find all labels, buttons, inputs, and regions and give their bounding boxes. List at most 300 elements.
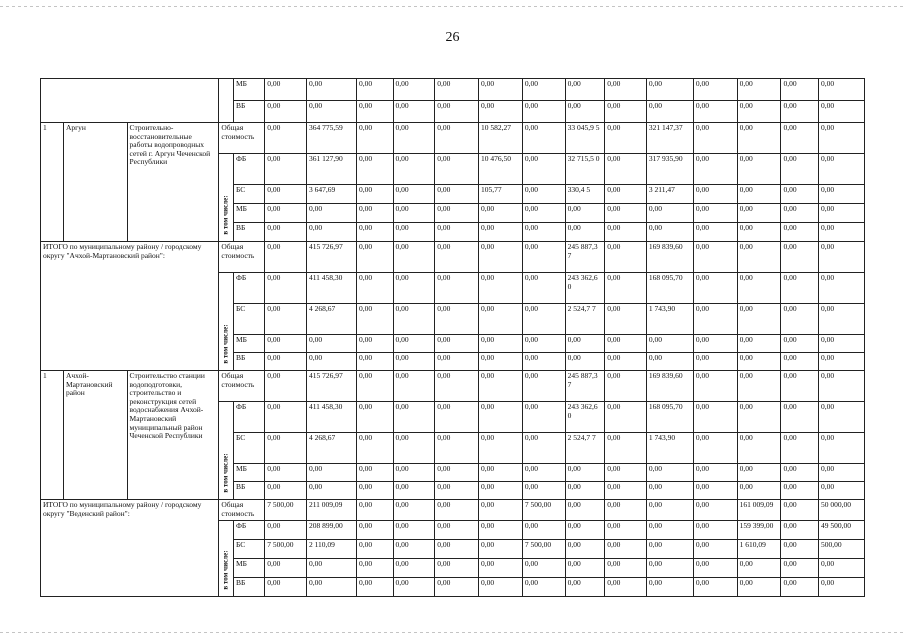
- value-cell: 0,00: [737, 79, 781, 101]
- value-cell: 0,00: [479, 500, 523, 521]
- value-cell: 0,00: [393, 559, 435, 578]
- value-cell: 0,00: [306, 335, 356, 353]
- fund-code: ФБ: [233, 154, 264, 185]
- table-row: [41, 79, 865, 101]
- fund-code: ВБ: [233, 223, 264, 242]
- value-cell: 0,00: [435, 433, 479, 464]
- value-cell: 211 009,09: [306, 500, 356, 521]
- value-cell: 0,00: [265, 402, 307, 433]
- value-cell: 0,00: [693, 154, 737, 185]
- value-cell: 0,00: [781, 521, 819, 540]
- fund-code: ФБ: [233, 273, 264, 304]
- fund-code: МБ: [233, 79, 264, 101]
- value-cell: 0,00: [265, 185, 307, 204]
- value-cell: 0,00: [479, 371, 523, 402]
- value-cell: 0,00: [265, 223, 307, 242]
- value-cell: 0,00: [818, 335, 864, 353]
- value-cell: 0,00: [737, 154, 781, 185]
- value-cell: 0,00: [605, 578, 647, 597]
- value-cell: 0,00: [818, 559, 864, 578]
- value-cell: 0,00: [435, 242, 479, 273]
- value-cell: 0,00: [781, 464, 819, 482]
- value-cell: 0,00: [605, 223, 647, 242]
- value-cell: 0,00: [479, 402, 523, 433]
- subtotal-label: ИТОГО по муниципальному району / городскому округу "Ачхой-Мартановский район":: [41, 242, 219, 371]
- value-cell: 0,00: [393, 482, 435, 500]
- fund-code: БС: [233, 540, 264, 559]
- value-cell: 0,00: [818, 433, 864, 464]
- subtotal-row: [41, 242, 865, 273]
- value-cell: 0,00: [357, 223, 394, 242]
- value-cell: 0,00: [605, 204, 647, 223]
- value-cell: 0,00: [565, 559, 605, 578]
- value-cell: 0,00: [737, 242, 781, 273]
- value-cell: 1 610,09: [737, 540, 781, 559]
- value-cell: 0,00: [781, 101, 819, 123]
- value-cell: 0,00: [693, 353, 737, 371]
- value-cell: 0,00: [565, 223, 605, 242]
- fund-code: ФБ: [233, 521, 264, 540]
- value-cell: 0,00: [435, 402, 479, 433]
- value-cell: 0,00: [265, 433, 307, 464]
- value-cell: 0,00: [393, 273, 435, 304]
- value-cell: 0,00: [781, 353, 819, 371]
- value-cell: 0,00: [646, 559, 693, 578]
- value-cell: 0,00: [357, 371, 394, 402]
- value-cell: 0,00: [357, 482, 394, 500]
- value-cell: 168 095,70: [646, 402, 693, 433]
- value-cell: 0,00: [693, 433, 737, 464]
- value-cell: 0,00: [605, 353, 647, 371]
- value-cell: 0,00: [435, 371, 479, 402]
- value-cell: 0,00: [522, 464, 565, 482]
- vertical-blank: [219, 79, 234, 123]
- fund-code: ФБ: [233, 402, 264, 433]
- value-cell: 0,00: [646, 464, 693, 482]
- value-cell: 0,00: [393, 464, 435, 482]
- value-cell: 0,00: [818, 273, 864, 304]
- value-cell: 0,00: [479, 223, 523, 242]
- value-cell: 0,00: [646, 521, 693, 540]
- value-cell: 0,00: [265, 464, 307, 482]
- value-cell: 0,00: [565, 204, 605, 223]
- total-cost-label: Общая стоимость: [219, 123, 265, 154]
- value-cell: 0,00: [781, 371, 819, 402]
- value-cell: 0,00: [357, 154, 394, 185]
- value-cell: 0,00: [522, 79, 565, 101]
- value-cell: 0,00: [605, 540, 647, 559]
- value-cell: 0,00: [522, 123, 565, 154]
- value-cell: 0,00: [435, 540, 479, 559]
- fund-code: МБ: [233, 335, 264, 353]
- value-cell: 0,00: [737, 353, 781, 371]
- value-cell: 0,00: [357, 353, 394, 371]
- value-cell: 0,00: [479, 204, 523, 223]
- value-cell: 0,00: [435, 185, 479, 204]
- value-cell: 0,00: [522, 371, 565, 402]
- value-cell: 0,00: [693, 578, 737, 597]
- value-cell: 0,00: [479, 464, 523, 482]
- value-cell: 0,00: [781, 578, 819, 597]
- value-cell: 0,00: [818, 482, 864, 500]
- value-cell: 105,77: [479, 185, 523, 204]
- value-cell: 0,00: [357, 101, 394, 123]
- value-cell: 0,00: [646, 482, 693, 500]
- value-cell: 0,00: [265, 353, 307, 371]
- value-cell: 411 458,30: [306, 402, 356, 433]
- value-cell: 0,00: [522, 521, 565, 540]
- budget-table: [40, 78, 865, 597]
- value-cell: 0,00: [605, 185, 647, 204]
- value-cell: 0,00: [565, 521, 605, 540]
- value-cell: 0,00: [393, 433, 435, 464]
- value-cell: 0,00: [646, 204, 693, 223]
- value-cell: 0,00: [393, 402, 435, 433]
- value-cell: 364 775,59: [306, 123, 356, 154]
- value-cell: 0,00: [479, 335, 523, 353]
- fund-code: ВБ: [233, 482, 264, 500]
- value-cell: 361 127,90: [306, 154, 356, 185]
- total-cost-label: Общая стоимость: [219, 500, 265, 521]
- value-cell: 0,00: [781, 304, 819, 335]
- value-cell: 0,00: [818, 223, 864, 242]
- value-cell: 0,00: [357, 79, 394, 101]
- value-cell: 0,00: [693, 204, 737, 223]
- scan-artifact-bottom: [0, 632, 905, 633]
- value-cell: 2 110,09: [306, 540, 356, 559]
- value-cell: 0,00: [265, 371, 307, 402]
- value-cell: 0,00: [522, 304, 565, 335]
- value-cell: 243 362,6 0: [565, 273, 605, 304]
- value-cell: 0,00: [393, 500, 435, 521]
- value-cell: 0,00: [737, 402, 781, 433]
- value-cell: 0,00: [306, 101, 356, 123]
- value-cell: 0,00: [605, 242, 647, 273]
- value-cell: 317 935,90: [646, 154, 693, 185]
- item-number: 1: [41, 123, 64, 242]
- value-cell: 0,00: [522, 578, 565, 597]
- value-cell: 0,00: [435, 500, 479, 521]
- value-cell: 0,00: [605, 500, 647, 521]
- value-cell: 0,00: [565, 464, 605, 482]
- value-cell: 0,00: [479, 79, 523, 101]
- value-cell: 0,00: [818, 304, 864, 335]
- value-cell: 0,00: [393, 371, 435, 402]
- value-cell: 0,00: [479, 101, 523, 123]
- value-cell: 0,00: [479, 578, 523, 597]
- value-cell: 0,00: [522, 482, 565, 500]
- value-cell: 243 362,6 0: [565, 402, 605, 433]
- total-cost-label: Общая стоимость: [219, 371, 265, 402]
- value-cell: 0,00: [435, 154, 479, 185]
- fund-code: ВБ: [233, 578, 264, 597]
- fund-code: БС: [233, 304, 264, 335]
- value-cell: 0,00: [781, 540, 819, 559]
- value-cell: 0,00: [479, 540, 523, 559]
- value-cell: 0,00: [565, 578, 605, 597]
- value-cell: 0,00: [435, 335, 479, 353]
- value-cell: 0,00: [565, 540, 605, 559]
- value-cell: 0,00: [522, 242, 565, 273]
- value-cell: 0,00: [435, 578, 479, 597]
- value-cell: 0,00: [357, 402, 394, 433]
- value-cell: 0,00: [781, 335, 819, 353]
- value-cell: 0,00: [357, 500, 394, 521]
- value-cell: 0,00: [818, 578, 864, 597]
- in-that-number-label: [219, 154, 234, 242]
- value-cell: 7 500,00: [522, 500, 565, 521]
- value-cell: 0,00: [265, 304, 307, 335]
- value-cell: 3 647,69: [306, 185, 356, 204]
- value-cell: 0,00: [357, 185, 394, 204]
- value-cell: 0,00: [818, 204, 864, 223]
- value-cell: 0,00: [357, 433, 394, 464]
- value-cell: 50 000,00: [818, 500, 864, 521]
- value-cell: 0,00: [357, 578, 394, 597]
- value-cell: 168 095,70: [646, 273, 693, 304]
- value-cell: 0,00: [357, 304, 394, 335]
- value-cell: 0,00: [781, 223, 819, 242]
- value-cell: 0,00: [522, 402, 565, 433]
- value-cell: 0,00: [357, 559, 394, 578]
- value-cell: 0,00: [265, 559, 307, 578]
- value-cell: 0,00: [781, 500, 819, 521]
- in-that-number-label: [219, 273, 234, 371]
- in-that-number-label: [219, 402, 234, 500]
- value-cell: 0,00: [737, 482, 781, 500]
- value-cell: 0,00: [565, 353, 605, 371]
- value-cell: 0,00: [357, 123, 394, 154]
- value-cell: 0,00: [479, 353, 523, 371]
- value-cell: 0,00: [265, 79, 307, 101]
- value-cell: 0,00: [781, 433, 819, 464]
- value-cell: 0,00: [522, 185, 565, 204]
- value-cell: 0,00: [522, 101, 565, 123]
- value-cell: 0,00: [306, 482, 356, 500]
- value-cell: 0,00: [435, 559, 479, 578]
- vertical-label-text: в том числе:: [221, 195, 230, 235]
- value-cell: 0,00: [357, 242, 394, 273]
- value-cell: 0,00: [693, 500, 737, 521]
- value-cell: 0,00: [565, 335, 605, 353]
- value-cell: 161 009,09: [737, 500, 781, 521]
- value-cell: 0,00: [435, 204, 479, 223]
- vertical-label-text: в том числе:: [221, 550, 230, 590]
- value-cell: 0,00: [781, 123, 819, 154]
- value-cell: 0,00: [605, 304, 647, 335]
- value-cell: 0,00: [306, 79, 356, 101]
- value-cell: 0,00: [393, 204, 435, 223]
- value-cell: 208 899,00: [306, 521, 356, 540]
- value-cell: 0,00: [393, 101, 435, 123]
- value-cell: 0,00: [693, 185, 737, 204]
- value-cell: 0,00: [737, 123, 781, 154]
- value-cell: 0,00: [435, 464, 479, 482]
- value-cell: 32 715,5 0: [565, 154, 605, 185]
- value-cell: 0,00: [693, 223, 737, 242]
- value-cell: 0,00: [818, 185, 864, 204]
- value-cell: 0,00: [605, 123, 647, 154]
- value-cell: 0,00: [393, 353, 435, 371]
- value-cell: 0,00: [265, 204, 307, 223]
- value-cell: 0,00: [737, 371, 781, 402]
- value-cell: 0,00: [306, 559, 356, 578]
- value-cell: 0,00: [435, 273, 479, 304]
- value-cell: 0,00: [818, 154, 864, 185]
- value-cell: 0,00: [479, 242, 523, 273]
- value-cell: 0,00: [479, 482, 523, 500]
- vertical-label-text: в том числе:: [221, 324, 230, 364]
- item-number: 1: [41, 371, 64, 500]
- fund-code: МБ: [233, 204, 264, 223]
- value-cell: 0,00: [737, 559, 781, 578]
- value-cell: 0,00: [393, 223, 435, 242]
- value-cell: 10 476,50: [479, 154, 523, 185]
- value-cell: 4 268,67: [306, 433, 356, 464]
- value-cell: 245 887,3 7: [565, 242, 605, 273]
- value-cell: 0,00: [522, 154, 565, 185]
- value-cell: 0,00: [693, 464, 737, 482]
- value-cell: 0,00: [393, 304, 435, 335]
- municipality-name: Ачхой-Мартановский район: [63, 371, 127, 500]
- value-cell: 0,00: [693, 482, 737, 500]
- value-cell: 33 045,9 5: [565, 123, 605, 154]
- value-cell: 0,00: [605, 154, 647, 185]
- value-cell: 500,00: [818, 540, 864, 559]
- value-cell: 0,00: [693, 123, 737, 154]
- value-cell: 0,00: [393, 578, 435, 597]
- value-cell: 0,00: [393, 185, 435, 204]
- value-cell: 0,00: [605, 559, 647, 578]
- value-cell: 0,00: [522, 335, 565, 353]
- page-number: 26: [445, 30, 460, 45]
- value-cell: 0,00: [781, 482, 819, 500]
- value-cell: 0,00: [393, 335, 435, 353]
- value-cell: 0,00: [479, 304, 523, 335]
- value-cell: 0,00: [818, 123, 864, 154]
- value-cell: 0,00: [646, 578, 693, 597]
- value-cell: 0,00: [435, 123, 479, 154]
- value-cell: 0,00: [565, 482, 605, 500]
- vertical-label-text: в том числе:: [221, 453, 230, 493]
- value-cell: 0,00: [693, 304, 737, 335]
- value-cell: 169 839,60: [646, 242, 693, 273]
- value-cell: 0,00: [781, 154, 819, 185]
- value-cell: 0,00: [646, 79, 693, 101]
- value-cell: 0,00: [818, 353, 864, 371]
- value-cell: 0,00: [737, 304, 781, 335]
- subtotal-row: [41, 500, 865, 521]
- value-cell: 0,00: [522, 223, 565, 242]
- value-cell: 0,00: [435, 101, 479, 123]
- value-cell: 0,00: [265, 482, 307, 500]
- value-cell: 0,00: [435, 521, 479, 540]
- value-cell: 0,00: [737, 185, 781, 204]
- value-cell: 0,00: [265, 578, 307, 597]
- value-cell: 0,00: [357, 273, 394, 304]
- value-cell: 0,00: [265, 273, 307, 304]
- value-cell: 0,00: [737, 101, 781, 123]
- value-cell: 0,00: [605, 521, 647, 540]
- value-cell: 0,00: [693, 559, 737, 578]
- value-cell: 0,00: [737, 433, 781, 464]
- value-cell: 0,00: [818, 242, 864, 273]
- value-cell: 0,00: [393, 521, 435, 540]
- value-cell: 0,00: [818, 464, 864, 482]
- value-cell: 0,00: [781, 402, 819, 433]
- value-cell: 0,00: [306, 204, 356, 223]
- total-cost-label: Общая стоимость: [219, 242, 265, 273]
- value-cell: 0,00: [522, 204, 565, 223]
- value-cell: 415 726,97: [306, 242, 356, 273]
- value-cell: 0,00: [393, 540, 435, 559]
- value-cell: 1 743,90: [646, 304, 693, 335]
- value-cell: 0,00: [357, 540, 394, 559]
- value-cell: 0,00: [605, 402, 647, 433]
- value-cell: 0,00: [565, 79, 605, 101]
- value-cell: 0,00: [605, 273, 647, 304]
- value-cell: 0,00: [357, 521, 394, 540]
- value-cell: 0,00: [781, 273, 819, 304]
- value-cell: 0,00: [522, 559, 565, 578]
- value-cell: 0,00: [818, 101, 864, 123]
- value-cell: 0,00: [435, 79, 479, 101]
- value-cell: 0,00: [737, 578, 781, 597]
- value-cell: 0,00: [693, 273, 737, 304]
- value-cell: 10 582,27: [479, 123, 523, 154]
- value-cell: 0,00: [265, 335, 307, 353]
- value-cell: 245 887,3 7: [565, 371, 605, 402]
- value-cell: 0,00: [393, 242, 435, 273]
- value-cell: 7 500,00: [265, 540, 307, 559]
- value-cell: 0,00: [646, 353, 693, 371]
- fund-code: БС: [233, 433, 264, 464]
- fund-code: МБ: [233, 464, 264, 482]
- value-cell: 0,00: [605, 371, 647, 402]
- value-cell: 0,00: [357, 204, 394, 223]
- value-cell: 0,00: [357, 335, 394, 353]
- value-cell: 0,00: [605, 464, 647, 482]
- value-cell: 0,00: [781, 242, 819, 273]
- value-cell: 0,00: [818, 79, 864, 101]
- value-cell: 0,00: [435, 223, 479, 242]
- value-cell: 0,00: [605, 335, 647, 353]
- value-cell: 0,00: [479, 273, 523, 304]
- value-cell: 0,00: [693, 242, 737, 273]
- in-that-number-label: [219, 521, 234, 597]
- value-cell: 0,00: [435, 304, 479, 335]
- value-cell: 0,00: [605, 101, 647, 123]
- value-cell: 1 743,90: [646, 433, 693, 464]
- value-cell: 0,00: [737, 273, 781, 304]
- value-cell: 4 268,67: [306, 304, 356, 335]
- value-cell: 0,00: [693, 101, 737, 123]
- value-cell: 0,00: [781, 185, 819, 204]
- item-total-row: [41, 123, 865, 154]
- value-cell: 0,00: [737, 223, 781, 242]
- value-cell: 0,00: [357, 464, 394, 482]
- value-cell: 411 458,30: [306, 273, 356, 304]
- value-cell: 0,00: [693, 521, 737, 540]
- value-cell: 0,00: [605, 79, 647, 101]
- value-cell: 0,00: [265, 101, 307, 123]
- value-cell: 0,00: [393, 79, 435, 101]
- value-cell: 0,00: [605, 433, 647, 464]
- project-description: Строительно-восстановительные работы водопроводных сетей г. Аргун Чеченской Республики: [127, 123, 219, 242]
- value-cell: 0,00: [565, 500, 605, 521]
- item-total-row: [41, 371, 865, 402]
- value-cell: 0,00: [265, 123, 307, 154]
